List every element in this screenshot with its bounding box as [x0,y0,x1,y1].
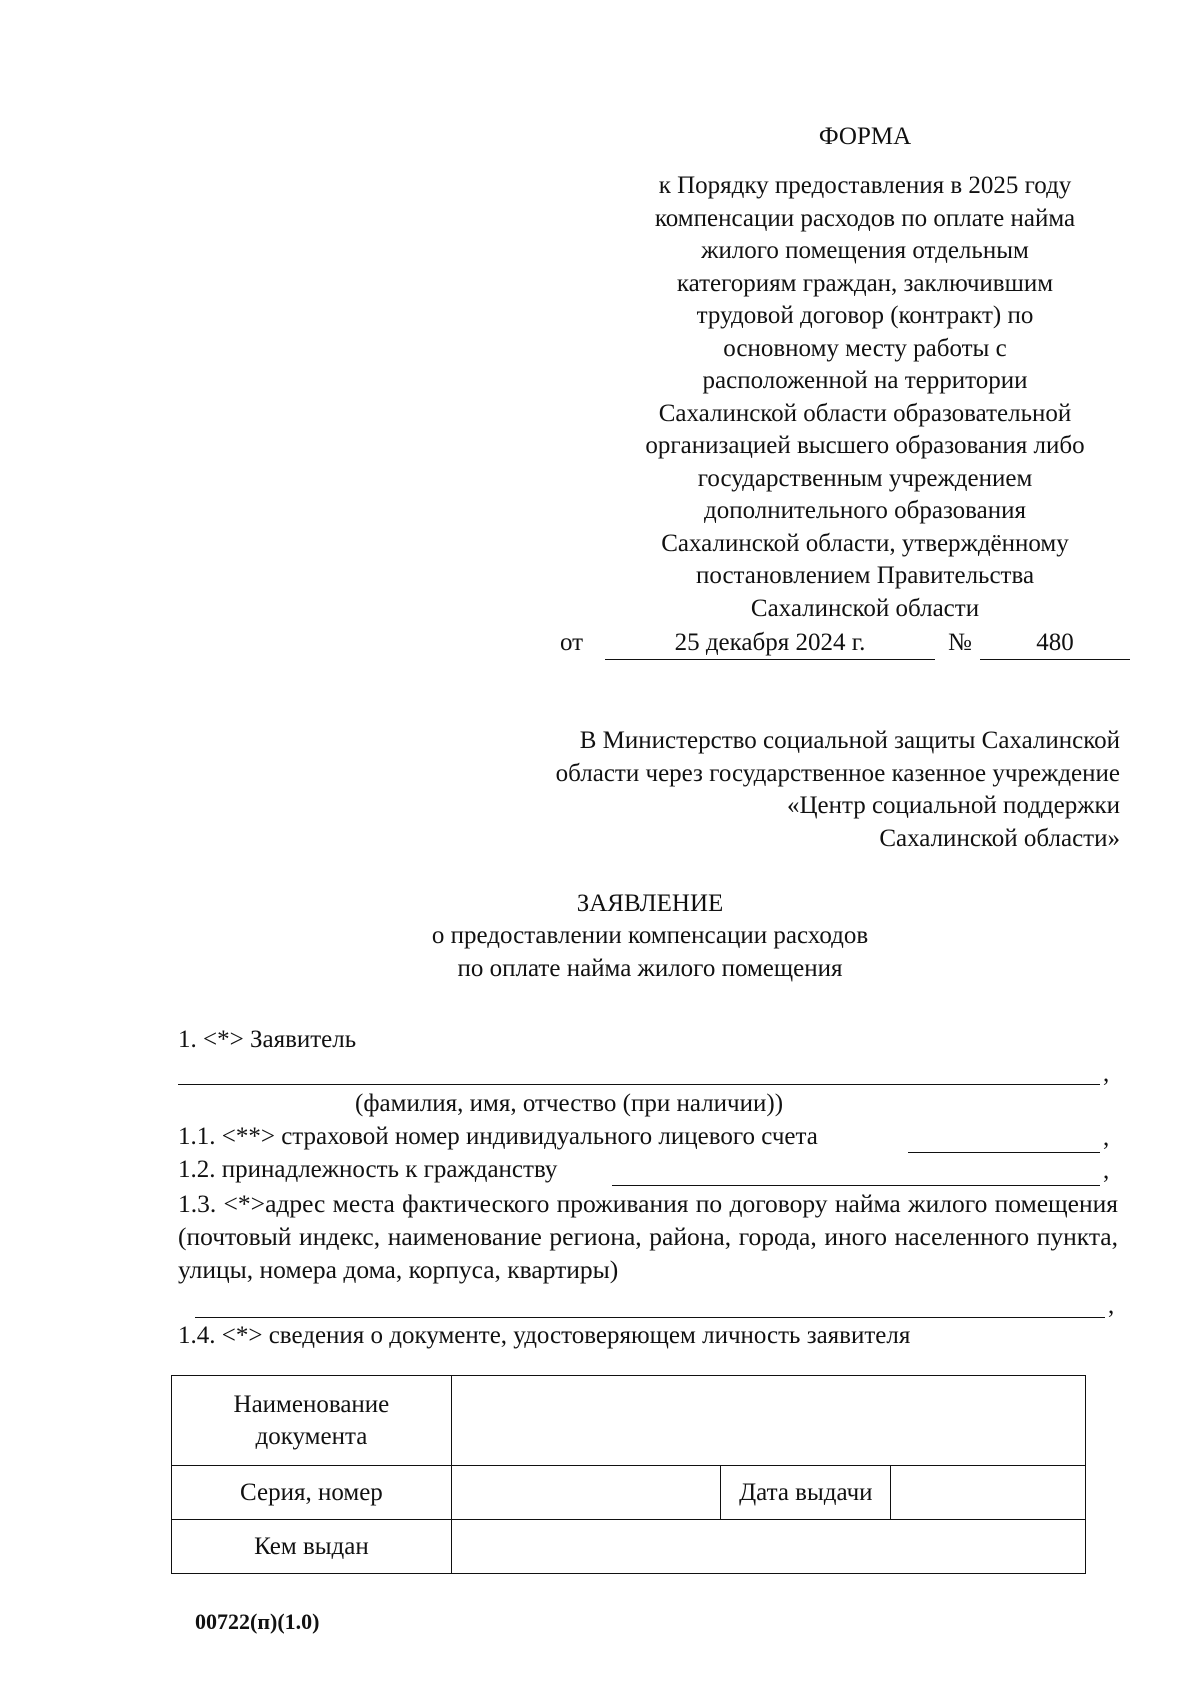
doc-name-label: Наименование документа [172,1376,452,1466]
applicant-hint: (фамилия, имя, отчество (при наличии)) [355,1090,784,1117]
identity-document-table [171,1375,1086,1574]
approval-line: дополнительного образования [703,497,1027,524]
subtitle-line: о предоставлении компенсации расходов [431,922,869,949]
comma: , [1103,1060,1110,1087]
approval-line: компенсации расходов по оплате найма [654,204,1076,232]
approval-line: организацией высшего образования либо [645,432,1085,459]
snils-field[interactable] [908,1121,1100,1153]
addressee-line: области через государственное казенное учреждение [555,759,1120,787]
issued-by-cell[interactable] [451,1520,1085,1574]
issued-by-label: Кем выдан [172,1520,452,1574]
table-row [172,1376,1086,1466]
identity-label: 1.4. <*> сведения о документе, удостоверяющем личность заявителя [178,1322,911,1349]
addressee-line: «Центр социальной поддержки [786,792,1120,819]
issue-date-label: Дата выдачи [721,1466,891,1520]
date-prefix: от [560,629,584,656]
document-code: 00722(п)(1.0) [195,1609,320,1634]
approval-line: категориям граждан, заключившим [676,269,1054,297]
addressee-block [420,725,1120,855]
citizenship-label: 1.2. принадлежность к гражданству [178,1156,558,1183]
approval-line: постановлением Правительства [695,562,1035,589]
number-prefix: № [948,629,972,656]
approval-date: 25 декабря 2024 г. [605,627,935,660]
comma: , [1103,1157,1110,1184]
approval-line: трудовой договор (контракт) по [696,302,1034,329]
subtitle-line: по оплате найма жилого помещения [457,954,843,982]
comma: , [1103,1124,1110,1151]
table-row [172,1520,1086,1574]
applicant-name-field[interactable] [178,1054,1100,1085]
approval-line: государственным учреждением [697,464,1033,492]
document-title: ЗАЯВЛЕНИЕ [576,890,724,917]
approval-line: Сахалинской области [750,594,980,622]
addressee-line: В Министерство социальной защиты Сахалинской [579,727,1120,754]
form-title: ФОРМА [818,123,912,150]
document-subtitle [340,920,960,985]
approval-number: 480 [980,627,1130,660]
address-label: 1.3. <*>адрес места фактического проживания по договору найма жилого помещения (почтовый индекс, наименование региона, района, города, иного населенного пункта, улицы, номера дома, корпуса, квартиры) [178,1189,1118,1284]
approval-block [600,170,1130,625]
series-cell[interactable] [451,1466,721,1520]
series-label: Серия, номер [172,1466,452,1520]
addressee-line: Сахалинской области» [879,824,1120,852]
approval-line: жилого помещения отдельным [701,237,1029,264]
approval-line: Сахалинской области, утверждённому [661,529,1069,557]
citizenship-field[interactable] [612,1154,1100,1186]
applicant-label: 1. <*> Заявитель [178,1026,357,1053]
approval-line: к Порядку предоставления в 2025 году [658,172,1072,199]
approval-line: основному месту работы с [723,334,1007,362]
approval-line: расположенной на территории [702,367,1028,394]
issue-date-cell[interactable] [891,1466,1086,1520]
comma: , [1108,1292,1115,1319]
address-field[interactable] [195,1287,1105,1318]
snils-label: 1.1. <**> страховой номер индивидуального лицевого счета [178,1123,818,1150]
table-row [172,1466,1086,1520]
approval-line: Сахалинской области образовательной [658,399,1072,427]
doc-name-cell[interactable] [451,1376,1085,1466]
